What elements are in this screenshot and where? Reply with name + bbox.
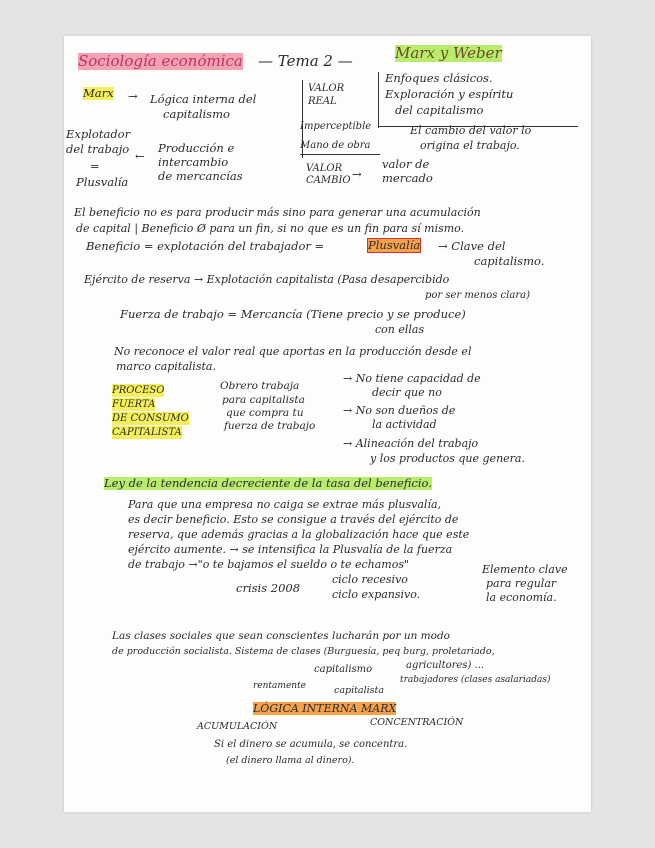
beneficio-text: → Clave del [438,239,506,253]
equals-sign: = [90,159,100,173]
produccion: Producción e [158,141,235,155]
mano-obra: Mano de obra [300,140,371,151]
clases-text: Las clases sociales que sean conscientes lucharán por un modo [112,630,451,642]
capitalista-text: capitalista [334,685,385,696]
rentaria-text: rentamente [253,681,307,691]
ley-text: es decir beneficio. Esto se consigue a través del ejército de [128,513,459,526]
obrero-text: para capitalista [222,394,305,406]
beneficio-text: capitalismo. [474,254,545,268]
ley-text: ejército aumente. → se intensifica la Plusvalía de la fuerza [128,543,453,556]
cambio-valor: El cambio del valor lo [410,124,532,137]
capitalismo-text: capitalismo [314,664,373,675]
marx-label: Marx [83,86,114,100]
alienacion-text: y los productos que genera. [370,452,525,465]
proceso-label: PROCESO [112,385,165,396]
no-tiene-text: decir que no [372,386,442,399]
valor-mercado: valor de [382,157,430,171]
obrero-text: fuerza de trabajo [224,420,316,432]
beneficio-text: El beneficio no es para producir más sino para generar una acumulación [74,206,481,219]
ley-text: de trabajo →"o te bajamos el sueldo o te echamos" [128,558,410,571]
ejercito-text: Ejército de reserva → Explotación capitalista (Pasa desapercibido [84,273,450,286]
alienacion-text: → Alineación del trabajo [343,437,479,450]
ciclo-text: ciclo expansivo. [332,588,421,601]
ciclo-text: ciclo recesivo [332,573,408,586]
ley-title: Ley de la tendencia decreciente de la tasa del beneficio. [104,476,432,490]
crisis-label: crisis 2008 [236,581,301,595]
divider [378,72,379,128]
elemento-text: la economía. [486,591,557,604]
valor-real: REAL [308,96,337,107]
obrero-text: Obrero trabaja [220,380,300,392]
proceso-label: CAPITALISTA [112,427,182,438]
valor-cambio: VALOR [306,163,343,174]
logica-text: (el dinero llama al dinero). [226,755,355,766]
no-tiene-text: → No tiene capacidad de [343,372,481,385]
elemento-text: para regular [486,577,557,590]
fuerza-text: con ellas [375,323,425,336]
ley-text: reserva, que además gracias a la globalización hace que este [128,528,470,541]
plusvalia-word: Plusvalía [76,175,129,189]
logica-title: LÓGICA INTERNA MARX [253,702,397,715]
valor-mercado: mercado [382,171,433,185]
concentracion-label: CONCENTRACIÓN [370,717,464,728]
cambio-valor: origina el trabajo. [420,139,520,152]
no-son-text: la actividad [372,418,437,431]
valor-real: VALOR [308,83,345,94]
ley-text: Para que una empresa no caiga se extrae más plusvalía, [128,498,442,511]
subject-title: Sociología económica [78,52,243,70]
beneficio-text: Beneficio = explotación del trabajador = [86,239,325,253]
header-dash: — Tema 2 — [258,52,353,70]
reconoce-text: No reconoce el valor real que aportas en la producción desde el [114,345,472,358]
elemento-text: Elemento clave [482,563,568,576]
enfoques: Enfoques clásicos. [385,71,493,85]
arrow: → [128,89,138,103]
clases-text: agricultores) ... [406,660,485,671]
logica-text: Si el dinero se acumula, se concentra. [214,739,408,750]
beneficio-text: de capital | Beneficio Ø para un fin, si no que es un fin para sí mismo. [76,222,465,235]
clases-text: de producción socialista. Sistema de clases (Burguesía, peq burg, proletariado, [112,646,495,657]
topic-title: Marx y Weber [395,44,502,62]
imperceptible: Imperceptible [300,121,372,132]
explotador: Explotador [66,127,131,141]
produccion: intercambio [158,155,229,169]
explotador: del trabajo [66,142,130,156]
ejercito-text: por ser menos clara) [425,290,530,301]
enfoques: Exploración y espíritu [385,87,514,101]
arrow: → [352,167,362,181]
no-son-text: → No son dueños de [343,404,456,417]
enfoques: del capitalismo [395,103,484,117]
obrero-text: que compra tu [226,407,304,419]
fuerza-text: Fuerza de trabajo = Mercancía (Tiene precio y se produce) [120,307,466,321]
proceso-label: FUERTA [112,399,156,410]
proceso-label: DE CONSUMO [112,413,189,424]
reconoce-text: marco capitalista. [116,360,216,373]
plusvalia-highlight: Plusvalía [368,238,421,252]
trabajadores-text: trabajadores (clases asalariadas) [400,675,551,685]
arrow: ← [135,149,145,163]
logic-text: Lógica interna del [150,92,257,106]
divider [300,154,380,155]
produccion: de mercancías [158,169,243,183]
logic-text: capitalismo [163,107,230,121]
valor-cambio: CAMBIO [306,175,351,186]
acumulacion-label: ACUMULACIÓN [197,721,278,732]
